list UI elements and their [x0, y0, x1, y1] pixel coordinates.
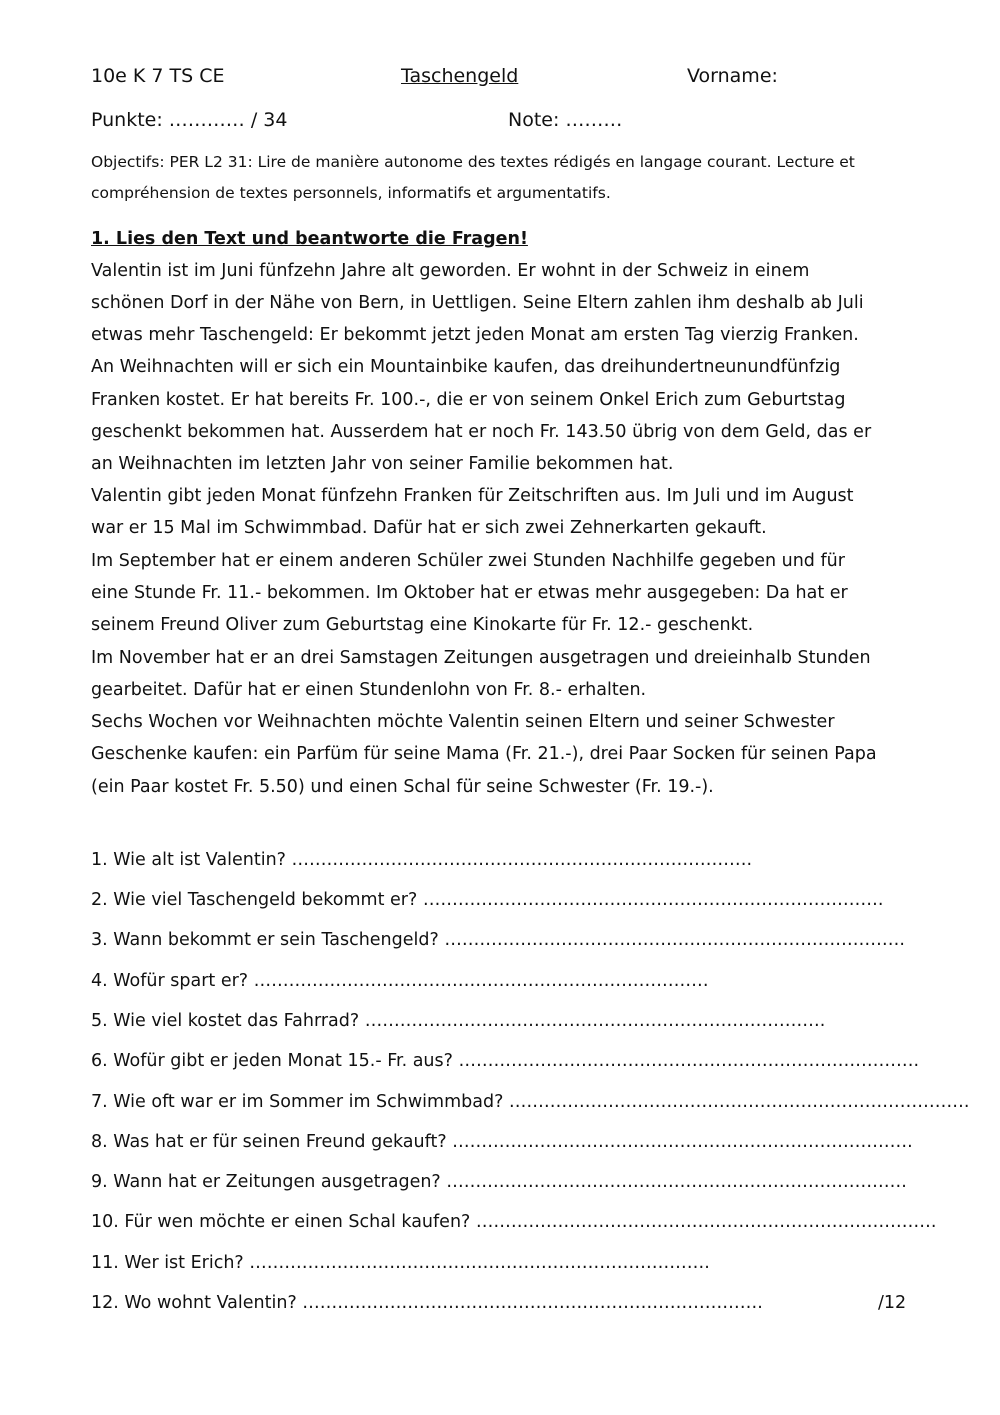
question-item: 10. Für wen möchte er einen Schal kaufen? ……………………………………………………………………. [91, 1212, 937, 1232]
text-line: eine Stunde Fr. 11.- bekommen. Im Oktober hat er etwas mehr ausgegeben: Da hat er [91, 583, 848, 603]
text-line: war er 15 Mal im Schwimmbad. Dafür hat er sich zwei Zehnerkarten gekauft. [91, 518, 767, 538]
exercise-heading: 1. Lies den Text und beantworte die Fragen! [91, 229, 528, 249]
worksheet-title: Taschengeld [401, 65, 519, 87]
question-item: 6. Wofür gibt er jeden Monat 15.- Fr. aus? ……………………………………………………………………. [91, 1051, 920, 1071]
text-line: seinem Freund Oliver zum Geburtstag eine Kinokarte für Fr. 12.- geschenkt. [91, 615, 754, 635]
note-field: Note: ……… [508, 109, 623, 131]
text-line: Franken kostet. Er hat bereits Fr. 100.-, die er von seinem Onkel Erich zum Geburtstag [91, 390, 846, 410]
text-line: Im November hat er an drei Samstagen Zeitungen ausgetragen und dreieinhalb Stunden [91, 648, 871, 668]
objectives-text: Objectifs: PER L2 31: Lire de manière autonome des textes rédigés en langage courant. Lecture et compréhension de textes personnels, informatifs et argumentatifs. [91, 153, 855, 202]
question-item: 1. Wie alt ist Valentin? ……………………………………………………………………. [91, 850, 753, 870]
punkte-field: Punkte: ………… / 34 [91, 109, 288, 131]
score-total: /12 [878, 1293, 907, 1313]
text-line: An Weihnachten will er sich ein Mountainbike kaufen, das dreihundertneunundfünfzig [91, 357, 841, 377]
text-line: Valentin gibt jeden Monat fünfzehn Franken für Zeitschriften aus. Im Juli und im August [91, 486, 854, 506]
question-item: 7. Wie oft war er im Sommer im Schwimmbad? ……………………………………………………………………. [91, 1092, 970, 1112]
text-line: Sechs Wochen vor Weihnachten möchte Valentin seinen Eltern und seiner Schwester [91, 712, 835, 732]
question-item: 4. Wofür spart er? …………………………………………………………………… [91, 971, 709, 991]
text-line: gearbeitet. Dafür hat er einen Stundenlohn von Fr. 8.- erhalten. [91, 680, 647, 700]
question-item: 5. Wie viel kostet das Fahrrad? ……………………………………………………………………. [91, 1011, 826, 1031]
question-item: 3. Wann bekommt er sein Taschengeld? ……………………………………………………………………. [91, 930, 905, 950]
text-line: (ein Paar kostet Fr. 5.50) und einen Schal für seine Schwester (Fr. 19.-). [91, 777, 714, 797]
question-item: 2. Wie viel Taschengeld bekommt er? ……………………………………………………………………. [91, 890, 884, 910]
text-line: Geschenke kaufen: ein Parfüm für seine Mama (Fr. 21.-), drei Paar Socken für seinen Papa [91, 744, 877, 764]
question-item: 8. Was hat er für seinen Freund gekauft? ……………………………………………………………………. [91, 1132, 913, 1152]
question-item: 9. Wann hat er Zeitungen ausgetragen? ……………………………………………………………………. [91, 1172, 907, 1192]
text-line: Im September hat er einem anderen Schüler zwei Stunden Nachhilfe gegeben und für [91, 551, 845, 571]
text-line: etwas mehr Taschengeld: Er bekommt jetzt jeden Monat am ersten Tag vierzig Franken. [91, 325, 859, 345]
text-line: Valentin ist im Juni fünfzehn Jahre alt geworden. Er wohnt in der Schweiz in einem [91, 261, 810, 281]
question-item: 12. Wo wohnt Valentin? ……………………………………………………………………. [91, 1293, 763, 1313]
text-line: schönen Dorf in der Nähe von Bern, in Uettligen. Seine Eltern zahlen ihm deshalb ab Juli [91, 293, 864, 313]
vorname-label: Vorname: [687, 65, 778, 87]
text-line: geschenkt bekommen hat. Ausserdem hat er noch Fr. 143.50 übrig von dem Geld, das er [91, 422, 872, 442]
class-code: 10e K 7 TS CE [91, 65, 225, 87]
question-item: 11. Wer ist Erich? ……………………………………………………………………. [91, 1253, 710, 1273]
text-line: an Weihnachten im letzten Jahr von seiner Familie bekommen hat. [91, 454, 674, 474]
